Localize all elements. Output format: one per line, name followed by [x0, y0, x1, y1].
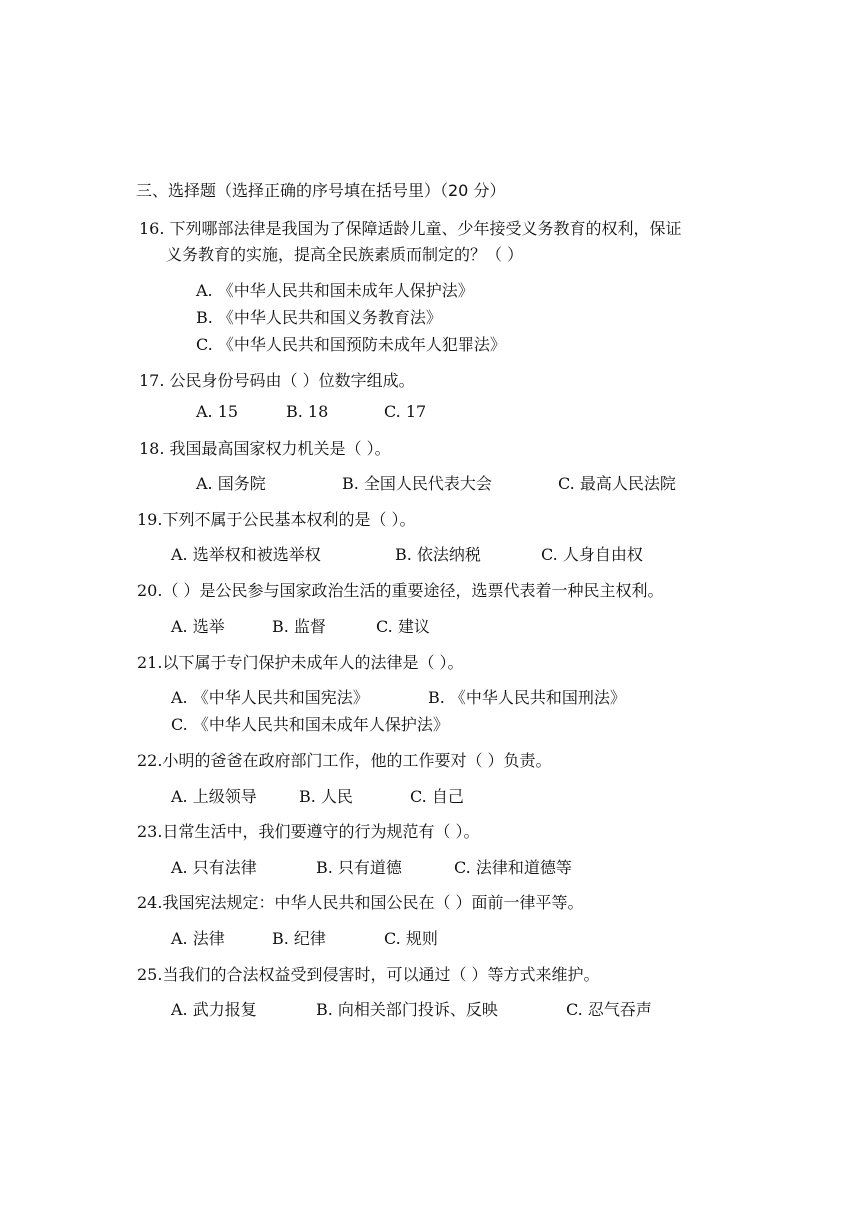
option-24-a: A. 法律 — [171, 929, 225, 948]
question-17: 17. 公民身份号码由（ ）位数字组成。 — [139, 371, 415, 390]
option-23-b: B. 只有道德 — [316, 858, 402, 877]
option-21-b: B. 《中华人民共和国刑法》 — [428, 688, 626, 707]
question-19: 19.下列不属于公民基本权利的是（ ）。 — [137, 510, 416, 529]
option-19-a: A. 选举权和被选举权 — [171, 545, 321, 564]
option-18-a: A. 国务院 — [196, 474, 266, 493]
option-17-a: A. 15 — [196, 402, 239, 421]
question-23: 23.日常生活中，我们要遵守的行为规范有（ ）。 — [137, 822, 480, 841]
option-23-a: A. 只有法律 — [171, 858, 257, 877]
option-18-c: C. 最高人民法院 — [558, 474, 676, 493]
question-21: 21.以下属于专门保护未成年人的法律是（ ）。 — [137, 653, 464, 672]
option-23-c: C. 法律和道德等 — [454, 858, 572, 877]
option-17-c: C. 17 — [384, 402, 427, 421]
option-20-b: B. 监督 — [272, 617, 326, 636]
option-18-b: B. 全国人民代表大会 — [342, 474, 492, 493]
question-20: 20.（ ）是公民参与国家政治生活的重要途径，选票代表着一种民主权利。 — [137, 581, 664, 600]
question-24: 24.我国宪法规定：中华人民共和国公民在（ ）面前一律平等。 — [137, 893, 584, 912]
option-24-c: C. 规则 — [384, 929, 438, 948]
option-16-a: A. 《中华人民共和国未成年人保护法》 — [196, 281, 474, 300]
question-18: 18. 我国最高国家权力机关是（ ）。 — [139, 439, 391, 458]
option-19-c: C. 人身自由权 — [541, 545, 643, 564]
option-21-c: C. 《中华人民共和国未成年人保护法》 — [171, 715, 449, 734]
option-20-c: C. 建议 — [376, 617, 430, 636]
option-17-b: B. 18 — [286, 402, 329, 421]
option-16-b: B. 《中华人民共和国义务教育法》 — [196, 308, 442, 327]
question-16-continued: 义务教育的实施，提高全民族素质而制定的？（ ） — [166, 245, 524, 264]
section-title: 三、选择题（选择正确的序号填在括号里）（20 分） — [136, 181, 506, 200]
option-22-b: B. 人民 — [299, 787, 353, 806]
question-25: 25.当我们的合法权益受到侵害时，可以通过（ ）等方式来维护。 — [137, 965, 600, 984]
option-22-a: A. 上级领导 — [171, 787, 257, 806]
option-25-c: C. 忍气吞声 — [566, 1000, 652, 1019]
option-25-a: A. 武力报复 — [171, 1000, 257, 1019]
option-19-b: B. 依法纳税 — [395, 545, 481, 564]
option-25-b: B. 向相关部门投诉、反映 — [316, 1000, 498, 1019]
option-24-b: B. 纪律 — [272, 929, 326, 948]
question-16: 16. 下列哪部法律是我国为了保障适龄儿童、少年接受义务教育的权利，保证 — [139, 219, 682, 238]
option-21-a: A. 《中华人民共和国宪法》 — [171, 688, 369, 707]
option-16-c: C. 《中华人民共和国预防未成年人犯罪法》 — [196, 335, 506, 354]
option-20-a: A. 选举 — [171, 617, 225, 636]
option-22-c: C. 自己 — [410, 787, 464, 806]
question-22: 22.小明的爸爸在政府部门工作，他的工作要对（ ）负责。 — [137, 751, 552, 770]
